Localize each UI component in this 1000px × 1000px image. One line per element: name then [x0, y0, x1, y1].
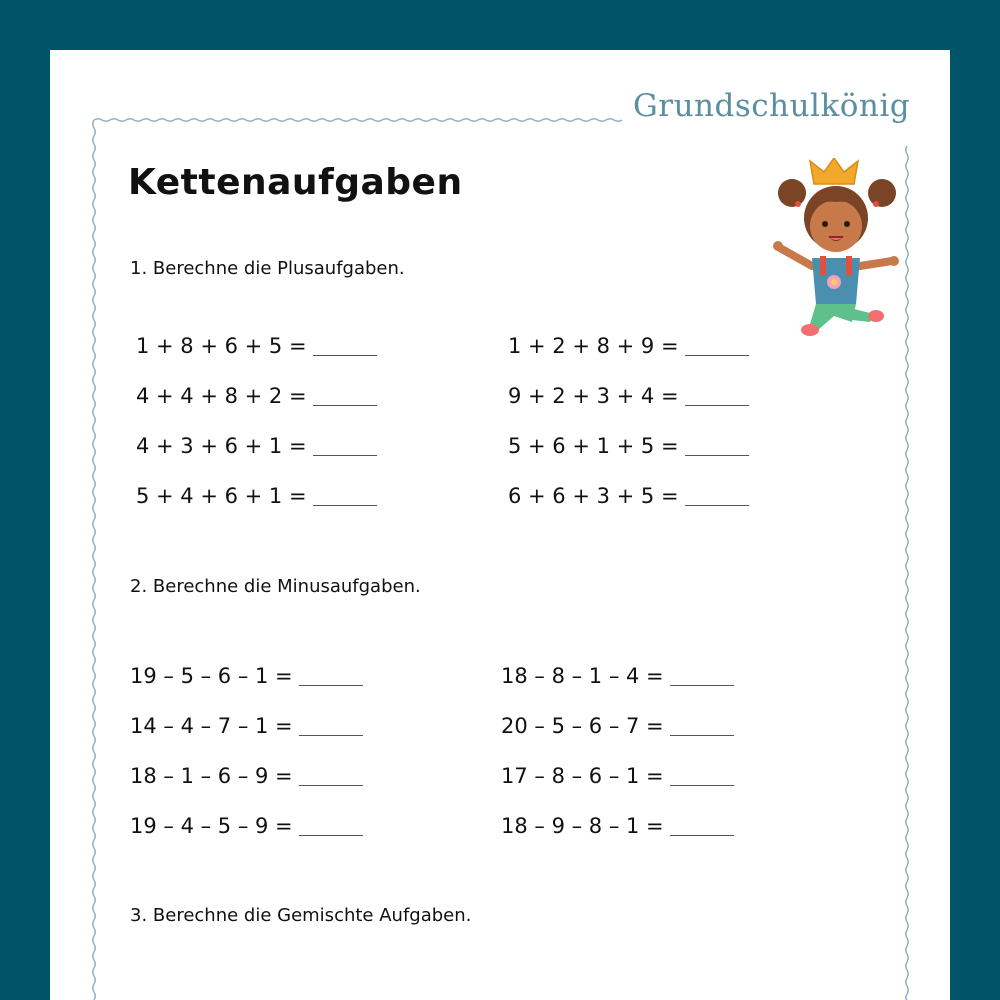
brand-logo-text: Grundschulkönig [627, 88, 916, 124]
answer-line[interactable] [299, 835, 363, 836]
problem-1-left-3: 4 + 3 + 6 + 1 = [136, 431, 377, 461]
instruction-1: 1. Berechne die Plusaufgaben. [130, 258, 405, 279]
answer-line[interactable] [313, 455, 377, 456]
answer-line[interactable] [670, 835, 734, 836]
problem-1-right-1: 1 + 2 + 8 + 9 = [508, 331, 749, 361]
problem-2-right-1: 18 – 8 – 1 – 4 = [501, 661, 734, 691]
answer-line[interactable] [685, 455, 749, 456]
problem-2-right-2: 20 – 5 – 6 – 7 = [501, 711, 734, 741]
problem-1-right-3: 5 + 6 + 1 + 5 = [508, 431, 749, 461]
answer-line[interactable] [299, 685, 363, 686]
girl-with-crown-illustration [770, 158, 900, 343]
problem-1-left-4: 5 + 4 + 6 + 1 = [136, 481, 377, 511]
answer-line[interactable] [299, 735, 363, 736]
problem-2-right-3: 17 – 8 – 6 – 1 = [501, 761, 734, 791]
problem-2-left-1: 19 – 5 – 6 – 1 = [130, 661, 363, 691]
page-title: Kettenaufgaben [128, 162, 463, 203]
border-wave [906, 146, 909, 1000]
problem-1-left-1: 1 + 8 + 6 + 5 = [136, 331, 377, 361]
answer-line[interactable] [670, 735, 734, 736]
answer-line[interactable] [670, 785, 734, 786]
problem-1-right-2: 9 + 2 + 3 + 4 = [508, 381, 749, 411]
instruction-3: 3. Berechne die Gemischte Aufgaben. [130, 905, 472, 926]
problem-1-left-2: 4 + 4 + 8 + 2 = [136, 381, 377, 411]
answer-line[interactable] [313, 405, 377, 406]
answer-line[interactable] [313, 355, 377, 356]
problem-1-right-4: 6 + 6 + 3 + 5 = [508, 481, 749, 511]
problem-2-left-4: 19 – 4 – 5 – 9 = [130, 811, 363, 841]
problem-2-right-4: 18 – 9 – 8 – 1 = [501, 811, 734, 841]
worksheet-page [50, 50, 950, 1000]
answer-line[interactable] [685, 405, 749, 406]
answer-line[interactable] [670, 685, 734, 686]
problem-2-left-2: 14 – 4 – 7 – 1 = [130, 711, 363, 741]
border-wave [94, 119, 622, 122]
answer-line[interactable] [313, 505, 377, 506]
instruction-2: 2. Berechne die Minusaufgaben. [130, 576, 421, 597]
answer-line[interactable] [685, 355, 749, 356]
problem-2-left-3: 18 – 1 – 6 – 9 = [130, 761, 363, 791]
answer-line[interactable] [685, 505, 749, 506]
border-wave [93, 120, 96, 1000]
answer-line[interactable] [299, 785, 363, 786]
